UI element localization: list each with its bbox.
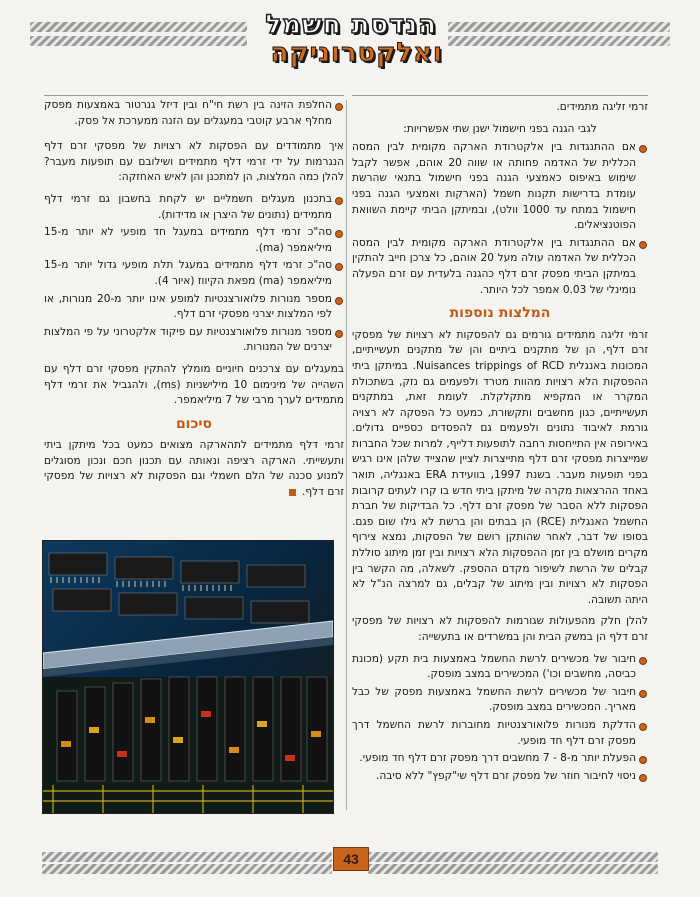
list-item: בתכנון מעגלים חשמליים יש לקחת בחשבון גם זרמי דלף מתמידים (נתונים של היצרן או מדידות). bbox=[44, 192, 344, 223]
list-item: חיבור של מכשירים לרשת החשמל באמצעות בית תקע (מכונת כביסה, מחשבים וכו') המכשירים במצב מופסק. bbox=[352, 652, 648, 683]
footer-stripe-right-bottom bbox=[368, 864, 658, 874]
header-title-line2: ואלקטרוניקה bbox=[270, 38, 443, 68]
header-stripe-left-bottom bbox=[30, 36, 248, 46]
causes-list bbox=[352, 652, 648, 785]
list-item: אם ההתנגדות בין אלקטרודת הארקה מקומית לבין המסה הכללית של האדמה עולה מעל 20 אוהם, כל צרכן חייב להתקין במיתקן הביתי מפסק זרם דלף כהגנה בלעדית עם זרם הפעלה נומינלי של 0.03 אמפר לכל היותר. bbox=[352, 236, 648, 298]
footer-stripe-right-top bbox=[368, 852, 658, 862]
header-stripe-right-top bbox=[448, 22, 670, 32]
summary-title: סיכום bbox=[175, 415, 213, 432]
header-stripe-right-bottom bbox=[448, 36, 670, 46]
intro-paragraph-2: לגבי הגנה בפני חישמול ישנן שתי אפשרויות: bbox=[403, 122, 597, 135]
list-item: מספר מנורות פלואורצנטיות למופע אינו יותר מ-20 מנורות, או לפי המלצות יצרני מפסקי זרם דלף. bbox=[44, 292, 344, 323]
top-bullet-list bbox=[44, 98, 344, 129]
summary-text: זרמי דלף מתמידים לתהארקה מצואים כמעט בכל מיתקן ביתי ותעשייתי. הארקה רציפה ונאותה עם תכנון חכם ונכון מסוגלים למנוע סכנה של הלם חשמלי וגם הפסקות לא רצויות של מפסקי זרם דלף. bbox=[44, 439, 344, 499]
recommendations-list bbox=[44, 192, 344, 356]
more-paragraph-1: זרמי זליגה מתמידים גורמים גם להפסקות לא רצויות של מפסקי זרם דלף, הן של מתקנים ביתיים והן של מתקנים תעשייתיים, המכונות באנגלית Nuisances trippings of RCD. במיתקן ביתי ההפסקות הלא רצויות מהוות מטרד ולפעמים גם נזק, בשתכולת המקרר או המקפיא מתקלקלת. לעומת זאת, במתקנים תעשייתיים, כגון מחשבים ותקשורת, כמעט כל הפסקה לא רצויה גורמת לאיבוד נתונים ולפעמים גם להפסדים כספיים גדולים. באירופה אין התייחסות רחבה לתופעות דלייף, למרות שכל החברות שמייצרות מפסקי זרם דלף מתייצרות לציין שהצייד שלהן אינו רגיש בפני תופעות מעבר. בשנת 1997, בוועידת ERA באנגליה, תואר באחד ההרצאות מקרה של מיתקן ביתי חדש בו קרו לעתים קרובות הפסקות ללא הסבר של מפסק זרם דלף. כל הבדיקות של חברת החשמל האנגלית (RCE) הן בבתים והן ברשת לא גילו שום פגם. בסופו של דבר, לאחר שהותקן רושם של הפסקות, נמצא צירוף מקרים מושלם בין זמן ההפסקות הלא רצויות ובין זמן מיתוג סוללת קבלים של הרשת לשיפור מקדם ההספק. לשאלה, מה הקשר בין הפסקות לא רצויות ובין מיתוג של קבלים, גם למרצה הנ"ל לא היתה תשובה. bbox=[352, 328, 649, 606]
list-item: הפעלת יותר מ-8 - 7 מחשבים דרך מפסק זרם דלף חד מופעי. bbox=[352, 751, 648, 767]
left-column bbox=[44, 98, 344, 507]
list-item: אם ההתנגדות בין אלקטרודת הארקה מקומית לבין המסה הכללית של האדמה פחותה או שווה 20 אוהם, אפשר לקבל שימוש באיפוס כאמצעי הגנה בפני חישמול בתנאי שהרשת עומדת בדרישות תקנות חשמל (הארקות ואמצעי הגנה בפני חישמול במתח עד 1000 וולט), ובמיתקן הביתי קיימת השוואת הפוטנציאלים. bbox=[352, 140, 648, 234]
protection-options-list bbox=[352, 140, 648, 298]
column-divider bbox=[346, 100, 347, 810]
circuit-board-photo bbox=[42, 540, 334, 814]
list-item: סה"כ זרמי דלף מתמידים במעגל חד מופעי לא יותר מ-15 מיליאמפר (ma). bbox=[44, 225, 344, 256]
section-header bbox=[247, 8, 447, 70]
list-item: הדלקת מנורות פלואורצנטיות מחוברות לרשת החשמל דרך מפסק זרם דלף חד מופעי. bbox=[352, 718, 648, 749]
footer-stripe-left-top bbox=[42, 852, 332, 862]
header-stripe-left-top bbox=[30, 22, 248, 32]
top-rule-left bbox=[44, 95, 344, 96]
page-number: 43 bbox=[333, 847, 369, 871]
header-title-line1: הנדסת חשמל bbox=[265, 10, 437, 40]
end-of-article-mark bbox=[289, 489, 296, 496]
right-column bbox=[352, 100, 648, 790]
section-title-more-recommendations: המלצות נוספות bbox=[449, 305, 551, 322]
list-item: החלפת הזינה בין רשת חי"ח ובין דיזל גנרטור באמצעות מפסק מחלף ארבע קוטבי במעגלים עם הזנה ממערכת אל פסק. bbox=[44, 98, 344, 129]
list-item: חיבור של מכשירים לרשת החשמל באמצעות מפסק של כבל מאריך. המכשירים במצב מופסק. bbox=[352, 685, 648, 716]
summary-paragraph bbox=[44, 438, 344, 500]
footer-stripe-left-bottom bbox=[42, 864, 332, 874]
list-item: מספר מנורות פלואורצנטיות עם פיקוד אלקטרוני על פי המלצות יצרנים של המנורות. bbox=[44, 325, 344, 356]
top-rule-right bbox=[352, 95, 648, 96]
more-paragraph-2: להלן חלק מהפעולות שגורמות להפסקות לא רצויות של מפסקי זרם דלף הן במשק הבית והן במשרדים או בתעשייה: bbox=[352, 615, 648, 643]
intro-paragraph-1: זרמי זליגה מתמידים. bbox=[556, 101, 648, 113]
how-to-cope-paragraph: איך מתמודדים עם הפסקות לא רצויות של מפסקי זרם דלף הנגרמות על ידי זרמי דלף מתמידים ושילובם עם תופעות מעבר? להלן כמה המלצות, הן למתכנן והן לאיש האחזקה: bbox=[44, 140, 344, 184]
list-item: ניסוי לחיבור חוזר של מפסק זרם דלף שי"קפץ" ללא סיבה. bbox=[352, 769, 648, 785]
critical-circuits-paragraph: במעגלים עם צרכנים חיוניים מומלץ להתקין מפסקי זרם דלף עם השהייה של מינימום 10 מילישניות (ms), ולהגביל את זרמי דלף מתמידים לערך מרבי של 7 מיליאמפר. bbox=[44, 362, 344, 407]
list-item: סה"כ זרמי דלף מתמידים במעגל תלת מופעי גדול יותר מ-15 מיליאמפר (ma) מפאת הקיווז (איור 4). bbox=[44, 258, 344, 289]
